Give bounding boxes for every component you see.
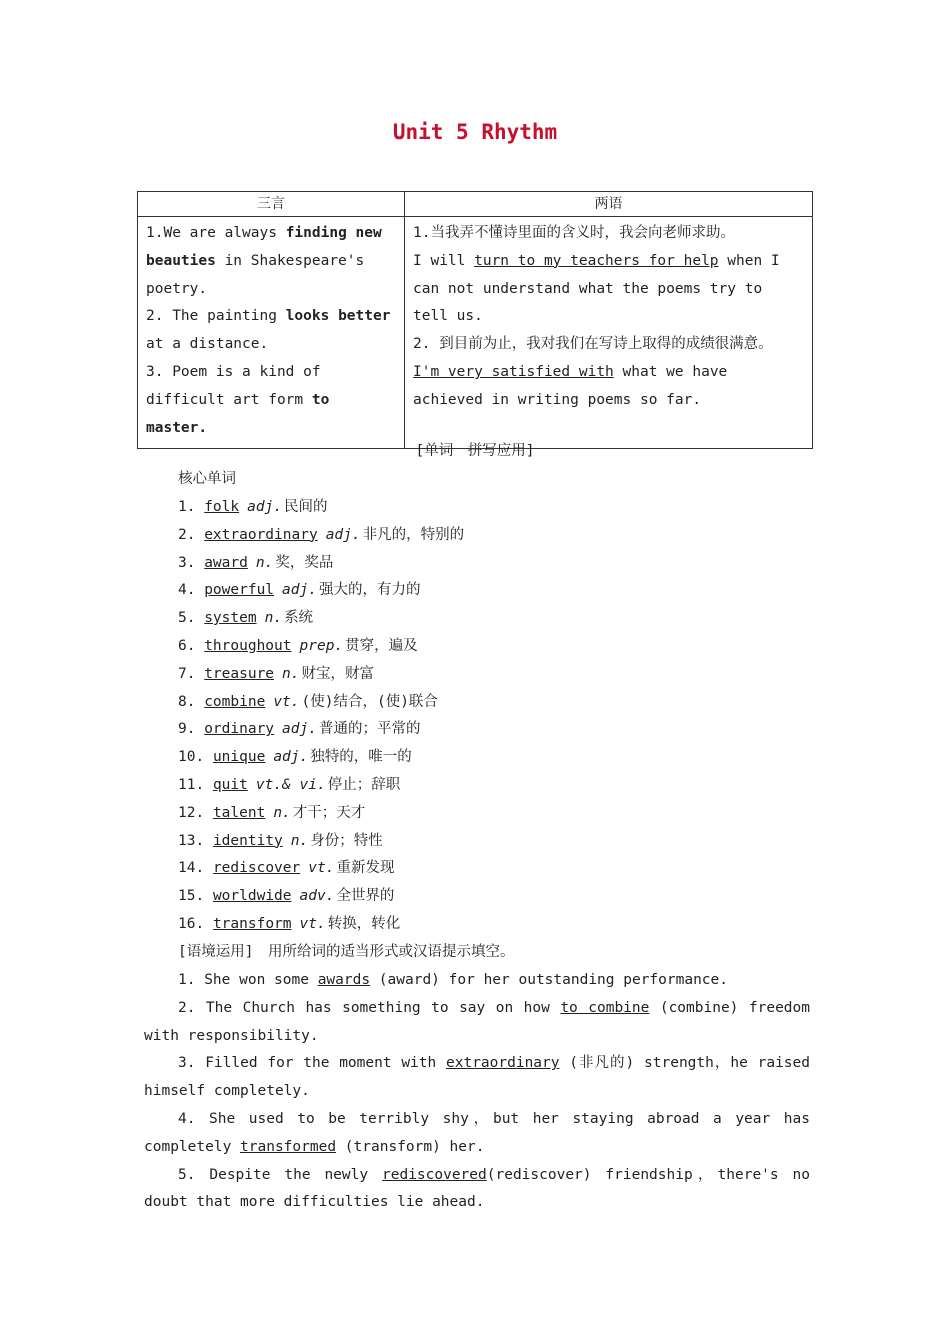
word-meaning: 奖，奖品: [275, 554, 334, 571]
word-answer: ordinary: [204, 721, 275, 738]
word-item: [178, 772, 464, 800]
part-of-speech: n.: [264, 610, 283, 627]
blank-answer: extraordinary: [446, 1055, 560, 1072]
word-item: [178, 550, 464, 578]
core-words-label: 核心单词: [178, 471, 236, 487]
word-meaning: 贯穿，遍及: [345, 637, 418, 654]
exercise-item: 1. She won some awards (award) for her outstanding performance.: [178, 972, 728, 988]
exercise-item: 3. Filled for the moment with extraordinary (非凡的) strength，he raised himself completely.: [144, 1055, 810, 1100]
part-of-speech: n.: [290, 832, 309, 849]
word-item: [178, 522, 464, 550]
word-list: [178, 494, 464, 939]
phrase-item: 3. Poem is a kind of difficult art form to master.: [146, 363, 330, 436]
word-meaning: 独特的，唯一的: [310, 749, 412, 766]
word-answer: identity: [212, 832, 283, 849]
word-item: [178, 855, 464, 883]
word-number: 15.: [178, 888, 205, 905]
table-header-left: 三言: [138, 192, 405, 217]
phrases-english-cell: [138, 217, 405, 449]
word-meaning: 停止；辞职: [327, 776, 401, 793]
word-answer: throughout: [204, 637, 292, 654]
word-meaning: 强大的，有力的: [318, 582, 421, 599]
word-meaning: 全世界的: [336, 888, 395, 905]
part-of-speech: vt.: [273, 693, 300, 710]
blank-answer: transformed: [240, 1138, 337, 1155]
word-number: 3.: [178, 554, 196, 571]
word-number: 2.: [178, 526, 196, 543]
word-item: [178, 828, 464, 856]
word-item: [178, 689, 464, 717]
section-heading: [单词 拼写应用]: [415, 443, 535, 459]
word-meaning: 身份；特性: [310, 832, 383, 849]
answer-text: I'm very satisfied with: [413, 363, 614, 380]
part-of-speech: adj.: [325, 526, 361, 543]
word-meaning: 非凡的，特别的: [362, 526, 465, 543]
word-number: 13.: [178, 832, 205, 849]
blank-answer: to combine: [560, 999, 650, 1016]
part-of-speech: adv.: [299, 888, 335, 905]
word-item: [178, 911, 464, 939]
blank-answer: awards: [317, 972, 371, 988]
exercise-item: 4. She used to be terribly shy，but her staying abroad a year has completely transformed (transform) her.: [144, 1110, 810, 1155]
part-of-speech: n.: [282, 665, 300, 682]
word-item: [178, 605, 464, 633]
page-title: Unit 5 Rhythm: [392, 120, 558, 144]
chinese-prompt: 2. 到目前为止，我对我们在写诗上取得的成绩很满意。: [413, 336, 773, 353]
word-answer: award: [204, 554, 248, 571]
word-number: 11.: [178, 776, 205, 793]
part-of-speech: adj.: [247, 499, 283, 515]
word-number: 9.: [178, 721, 196, 738]
part-of-speech: n.: [273, 804, 291, 821]
word-number: 1.: [178, 499, 196, 515]
word-number: 8.: [178, 693, 196, 710]
part-of-speech: vt.& vi.: [255, 776, 326, 793]
blank-answer: rediscovered: [381, 1166, 487, 1183]
phrase-item: 2. The painting looks better at a distance.: [146, 308, 391, 353]
word-number: 6.: [178, 637, 196, 654]
word-number: 14.: [178, 860, 205, 877]
word-answer: powerful: [204, 582, 275, 599]
part-of-speech: adj.: [282, 582, 317, 599]
phrase-item: 1.We are always finding new beauties in Shakespeare's poetry.: [146, 225, 382, 297]
word-answer: treasure: [204, 665, 275, 682]
word-item: [178, 577, 464, 605]
word-meaning: (使)结合，(使)联合: [301, 693, 438, 710]
word-answer: extraordinary: [204, 526, 318, 543]
word-answer: transform: [212, 915, 292, 932]
word-item: [178, 744, 464, 772]
word-answer: system: [204, 610, 257, 627]
part-of-speech: vt.: [308, 860, 335, 877]
answer-text: turn to my teachers for help: [474, 252, 719, 269]
context-heading: [语境运用] 用所给词的适当形式或汉语提示填空。: [178, 944, 515, 960]
key-phrase: looks better: [285, 308, 391, 325]
part-of-speech: vt.: [299, 915, 326, 932]
word-number: 4.: [178, 582, 196, 599]
word-item: [178, 800, 464, 828]
word-meaning: 才干；天才: [292, 804, 366, 821]
exercise-list: [144, 967, 810, 1217]
exercise-item: 2. The Church has something to say on how to combine (combine) freedom with responsibility.: [144, 999, 810, 1044]
word-meaning: 重新发现: [336, 860, 395, 877]
word-number: 5.: [178, 610, 196, 627]
word-item: [178, 716, 464, 744]
translation-answer: I'm very satisfied with what we have achieved in writing poems so far.: [413, 363, 728, 408]
word-answer: unique: [212, 749, 266, 766]
part-of-speech: adj.: [273, 749, 309, 766]
word-meaning: 转换，转化: [327, 915, 401, 932]
part-of-speech: adj.: [282, 721, 317, 738]
word-meaning: 普通的；平常的: [318, 721, 421, 738]
translation-answer: I will turn to my teachers for help when I can not understand what the poems try to tell us.: [413, 252, 780, 325]
word-item: [178, 661, 464, 689]
word-answer: talent: [212, 804, 266, 821]
key-phrase: to master.: [146, 391, 330, 436]
chinese-prompt: 1.当我弄不懂诗里面的含义时，我会向老师求助。: [413, 225, 735, 241]
table-header-right: 两语: [405, 192, 813, 217]
word-answer: combine: [204, 693, 266, 710]
word-number: 10.: [178, 749, 205, 766]
word-answer: worldwide: [212, 888, 292, 905]
word-item: [178, 494, 464, 522]
word-meaning: 民间的: [284, 499, 328, 515]
word-item: [178, 633, 464, 661]
word-meaning: 系统: [284, 610, 314, 627]
part-of-speech: prep.: [299, 637, 344, 654]
word-number: 16.: [178, 915, 205, 932]
word-answer: rediscover: [212, 860, 301, 877]
word-answer: folk: [204, 499, 240, 515]
part-of-speech: n.: [255, 554, 274, 571]
phrases-translation-cell: [405, 217, 813, 449]
word-item: [178, 883, 464, 911]
word-answer: quit: [212, 776, 248, 793]
word-number: 12.: [178, 804, 205, 821]
word-meaning: 财宝，财富: [301, 665, 375, 682]
key-phrase: finding new beauties: [146, 225, 382, 269]
word-number: 7.: [178, 665, 196, 682]
phrases-table: [137, 191, 813, 449]
exercise-item: 5. Despite the newly rediscovered(rediscover) friendship，there's no doubt that more difficulties lie ahead.: [144, 1166, 810, 1211]
